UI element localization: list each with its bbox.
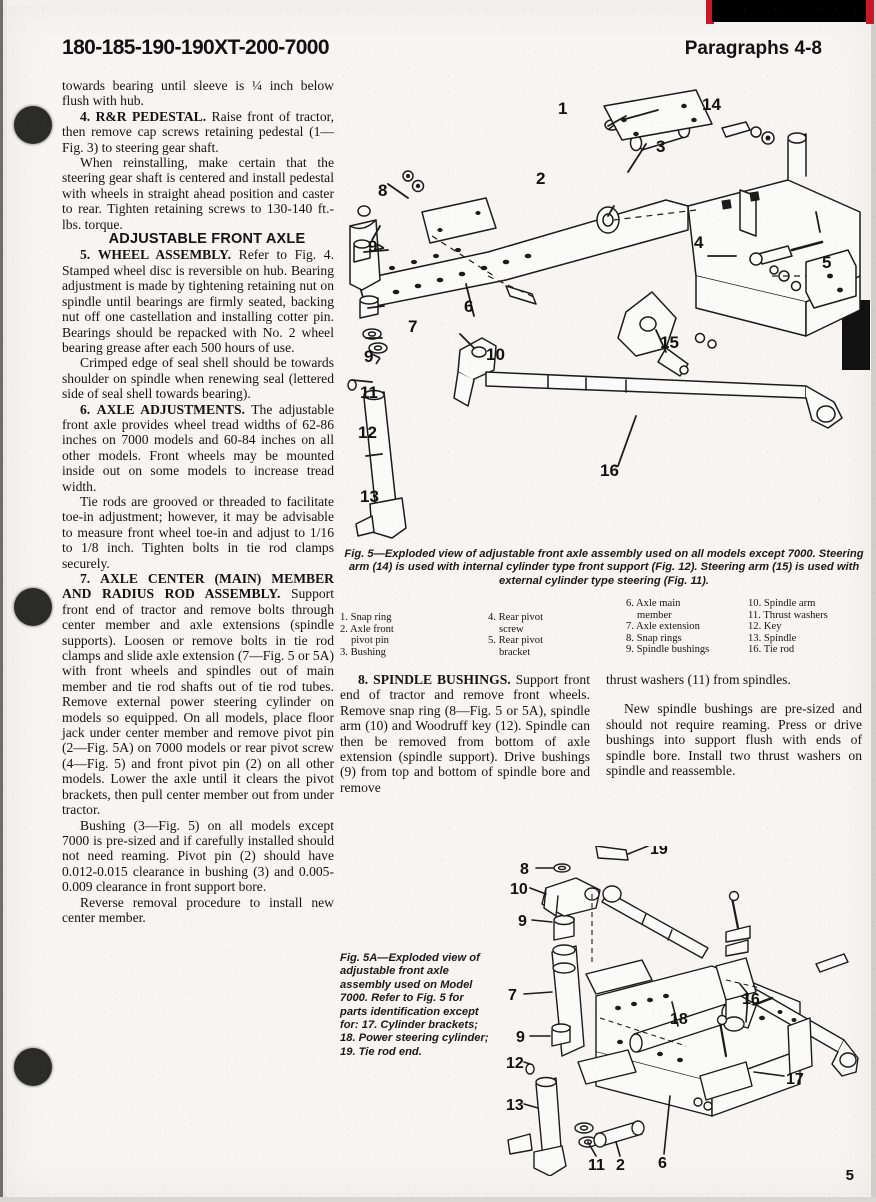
callout-2: 2	[616, 1157, 625, 1174]
right-text-column	[606, 672, 862, 778]
callout-7: 7	[508, 987, 517, 1004]
part-name: Tie rod	[763, 644, 795, 656]
part-number: 1.	[340, 612, 348, 623]
paragraph-5-second: Crimped edge of seal shell should be towards shoulder on spindle when renewing seal (lettered side of seal shell towards bearing).	[62, 355, 334, 402]
figure-5a-exploded-view	[500, 846, 872, 1176]
paragraph-6-number: 6.	[80, 401, 91, 417]
part-item	[488, 612, 543, 624]
paragraph-7-number: 7.	[80, 571, 91, 586]
part-number: 11.	[748, 609, 761, 621]
part-name-cont: screw	[499, 623, 524, 635]
callout-8: 8	[520, 861, 529, 878]
callout-18: 18	[670, 1011, 688, 1028]
callout-10: 10	[510, 881, 528, 898]
paragraph-5-title: WHEEL ASSEMBLY.	[97, 247, 232, 263]
index-tab-red-edge	[866, 0, 874, 24]
part-name: Rear pivot	[498, 612, 544, 623]
callout-16: 16	[742, 991, 760, 1008]
part-number: 8.	[626, 632, 634, 644]
callout-12: 12	[506, 1055, 524, 1072]
part-number: 6.	[626, 598, 634, 609]
page-number: 5	[845, 1167, 854, 1184]
part-number: 13.	[748, 632, 762, 644]
paragraph-4-number: 4.	[80, 108, 91, 124]
part-item	[340, 612, 394, 624]
part-name-cont: pivot pin	[351, 635, 389, 647]
paragraph-4-title: R&R PEDESTAL.	[95, 108, 207, 124]
callout-19: 19	[650, 846, 668, 858]
callout-9a: 9	[518, 913, 527, 930]
paragraph-4-second: When reinstalling, make certain that the steering gear shaft is centered and install pedestal with wheels in straight ahead position and caster to rear. Tighten retaining screws to 130-140 ft.-lbs. torque.	[62, 155, 334, 232]
callout-16: 16	[600, 461, 619, 480]
part-name: Snap rings	[636, 632, 682, 644]
callout-1: 1	[558, 99, 568, 118]
part-number: 7.	[626, 621, 634, 633]
callout-17: 17	[786, 1071, 804, 1088]
part-number: 3.	[340, 646, 348, 658]
paragraph-7-body: Support front end of tractor and remove bolts through center member and axle extensions (spindle supports). Loosen or remove bolts in tie rod clamps and slide axle extension (7—Fig. 5 or 5A) with front wheels and spindles out of main member and tie rod shafts out of tie rod tubes. Remove external power steering cylinder on models so equipped. On all models, place floor jack under center member and remove pivot pin (2—Fig. 5A) on 7000 models or rear pivot screw (4—Fig. 5) and front pivot pin (2) on all other models. Lower the axle until it clears the pivot brackets, then pull center member out from under tractor.	[62, 586, 334, 818]
part-name: Spindle	[763, 632, 797, 644]
middle-text-column	[340, 672, 590, 795]
part-item	[488, 635, 543, 647]
figure-5-caption: Fig. 5—Exploded view of adjustable front axle assembly used on all models except 7000. Steering arm (14) is used with internal cylinder type front support (Fig. 12). Steering arm (15) is used with external cylinder type steering (Fig. 11).	[344, 548, 864, 587]
part-item	[340, 647, 394, 659]
paragraph-5	[62, 247, 334, 355]
index-tab-black	[712, 0, 872, 22]
part-name: Spindle arm	[763, 598, 816, 609]
callout-11: 11	[360, 383, 378, 402]
callout-12: 12	[358, 423, 377, 442]
part-name: Snap ring	[350, 612, 392, 623]
callout-7: 7	[408, 317, 418, 336]
figure-5-drawing	[336, 80, 870, 550]
callout-3: 3	[656, 137, 666, 156]
binder-hole-icon	[14, 588, 52, 626]
callout-9b: 9	[516, 1029, 525, 1046]
figure-5a-drawing	[500, 846, 872, 1176]
parts-column-4	[748, 598, 828, 656]
part-number: 12.	[748, 621, 762, 633]
callout-13: 13	[506, 1097, 524, 1114]
paragraph-8	[340, 672, 590, 795]
part-item	[748, 598, 828, 610]
part-number: 5.	[488, 635, 496, 647]
paragraph-6-second: Tie rods are grooved or threaded to facilitate toe-in adjustment; however, it may be advisable to measure front wheel toe-in and adjust to 1/16 to 1/8 inch. Tighten bolts in tie rod clamps securely.	[62, 493, 334, 571]
part-name: Axle front	[350, 623, 394, 635]
part-name-cont: member	[637, 609, 672, 621]
part-name: Bushing	[350, 646, 386, 658]
paragraph-6	[62, 402, 334, 494]
part-name-cont: bracket	[499, 646, 531, 658]
part-number: 2.	[340, 623, 348, 635]
paragraph-5-number: 5.	[80, 247, 91, 263]
page-left-dark-edge	[0, 0, 3, 1202]
callout-13: 13	[360, 487, 379, 506]
part-number: 10.	[748, 598, 762, 609]
left-text-column	[62, 78, 334, 925]
part-name: Key	[763, 621, 782, 633]
parts-column-2	[488, 612, 543, 658]
paragraph-7-second: Bushing (3—Fig. 5) on all models except 7000 is pre-sized and if carefully installed should not need reaming. Pivot pin (2) should have 0.012-0.015 clearance in bushing (3) and 0.005-0.009 clearance in front support bore.	[62, 817, 334, 895]
callout-15: 15	[660, 333, 679, 352]
figure-5-exploded-view	[336, 80, 870, 550]
part-item	[626, 598, 709, 610]
parts-column-1	[340, 612, 394, 658]
part-item	[748, 644, 828, 656]
paragraph-7-title: AXLE CENTER (MAIN) MEMBER AND RADIUS ROD ASSEMBLY.	[62, 571, 334, 602]
part-name: Thrust washers	[763, 609, 828, 621]
callout-14: 14	[702, 95, 721, 114]
paragraph-range-title: Paragraphs 4-8	[684, 38, 822, 59]
part-item	[748, 621, 828, 633]
paragraph-8-body: Support front end of tractor and remove front wheels. Remove snap ring (8—Fig. 5 or 5A), spindle arm (10) and Woodruff key (12). Spindle can then be removed from bottom of axle extension (spindle support). Drive bushings (9) from top and bottom of spindle bore and remove	[340, 672, 590, 795]
part-number: 9.	[626, 644, 634, 656]
page-bottom-margin	[0, 1197, 876, 1202]
callout-4: 4	[694, 233, 704, 252]
part-item	[748, 633, 828, 645]
callout-9a: 9	[368, 237, 378, 256]
paragraph-6-body: The adjustable front axle provides wheel tread widths of 62-86 inches on 7000 models and 60-84 inches on all other models. Front wheels may be mounted inside out on some models to increase tread width.	[62, 401, 334, 494]
paragraph-8-number: 8.	[358, 672, 369, 687]
part-item	[626, 621, 709, 633]
callout-5: 5	[822, 253, 832, 272]
part-item	[748, 610, 828, 622]
callout-9b: 9	[364, 347, 374, 366]
part-item	[626, 633, 709, 645]
paragraph-7	[62, 571, 334, 818]
paragraph-6-title: AXLE ADJUSTMENTS.	[96, 401, 245, 417]
paragraph-8-continuation: thrust washers (11) from spindles.	[606, 672, 791, 687]
callout-11: 11	[588, 1157, 605, 1174]
part-number: 16.	[748, 644, 762, 656]
callout-8: 8	[378, 181, 388, 200]
model-list-title: 180-185-190-190XT-200-7000	[62, 36, 329, 59]
paragraph-8-second: New spindle bushings are pre-sized and should not require reaming. Press or drive bushings into support flush with ends of spindle bore. Install two thrust washers on spindle and reassemble.	[606, 701, 862, 779]
paragraph-5-body: Refer to Fig. 4. Stamped wheel disc is reversible on hub. Bearing adjustment is made by tightening retaining nut on spindle until bearings are firmly seated, backing nut off one castellation and installing cotter pin. Bearings should be repacked with No. 2 wheel bearing grease after each 500 hours of use.	[62, 247, 334, 355]
paragraph-continuation: towards bearing until sleeve is ¼ inch below flush with hub.	[62, 78, 334, 109]
page-header	[62, 36, 822, 66]
callout-2: 2	[536, 169, 546, 188]
paragraph-4	[62, 109, 334, 155]
binder-hole-icon	[14, 1048, 52, 1086]
callout-6: 6	[658, 1155, 667, 1172]
paragraph-7-third: Reverse removal procedure to install new center member.	[62, 894, 334, 925]
callout-6: 6	[464, 297, 474, 316]
parts-column-3	[626, 598, 709, 656]
part-number: 4.	[488, 612, 496, 623]
callout-10: 10	[486, 345, 505, 364]
section-heading-adjustable-front-axle: ADJUSTABLE FRONT AXLE	[108, 231, 306, 248]
part-name: Axle extension	[636, 621, 700, 633]
part-name: Rear pivot	[498, 635, 544, 647]
part-item	[626, 644, 709, 656]
figure-5a-caption: Fig. 5A—Exploded view of adjustable front axle assembly used on Model 7000. Refer to Fig. 5 for parts identification except for: 17. Cylinder brackets; 18. Power steering cylinder; 19. Tie rod end.	[340, 952, 489, 1058]
figure-5-parts-list	[338, 598, 872, 658]
binder-hole-icon	[14, 106, 52, 144]
part-name: Spindle bushings	[636, 644, 710, 656]
part-item	[340, 624, 394, 636]
part-name: Axle main	[636, 598, 681, 609]
paragraph-4-body: Raise front of tractor, then remove cap screws retaining pedestal (1—Fig. 3) to steering gear shaft.	[62, 108, 334, 155]
paragraph-8-title: SPINDLE BUSHINGS.	[373, 672, 511, 687]
